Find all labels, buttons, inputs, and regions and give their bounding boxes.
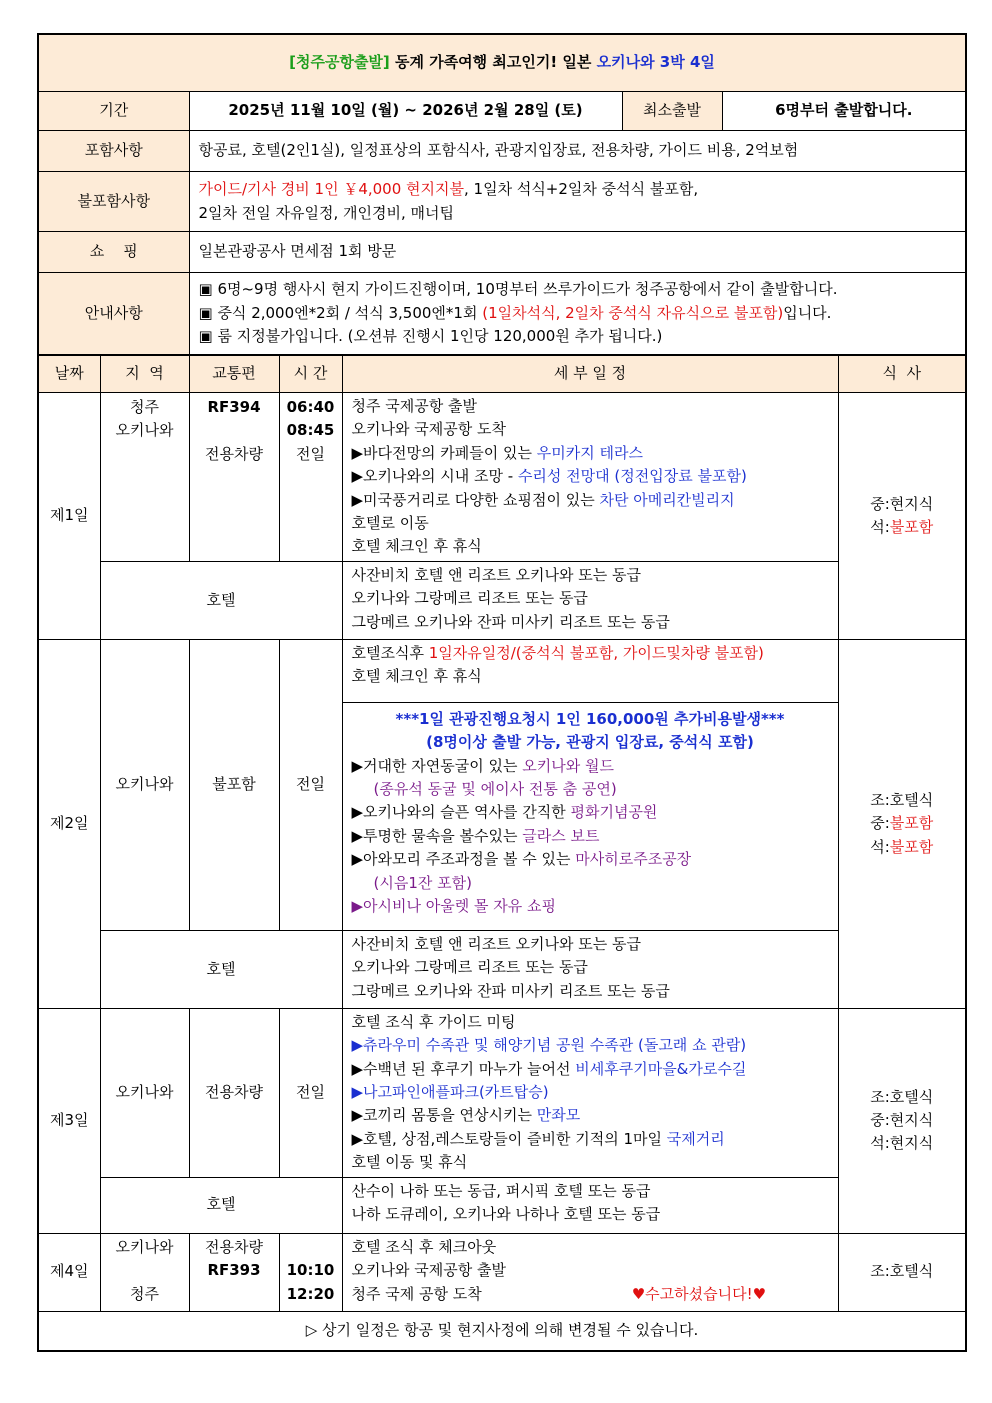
day1-detail: 청주 국제공항 출발 오키나와 국제공항 도착 ▶바다전망의 카페들이 있는 우미카지 테라스 ▶오키나와의 시내 조망 - 수리성 전망대 (정전입장료 불포함) ▶미국풍거리로 다양한 쇼핑점이 있는 차탄 아메리칸빌리지 호텔로 이동 호텔 체크인 후 휴식	[342, 393, 838, 562]
day3-region: 오키나와	[100, 1008, 189, 1177]
excluded-local-fee: 가이드/기사 경비 1인 ￥4,000 현지지불	[198, 180, 464, 199]
day4-region: 오키나와 청주	[100, 1233, 189, 1311]
title-suffix: 오키나와 3박 4일	[596, 53, 715, 72]
day3-meals: 조:호텔식 중:현지식 석:현지식	[838, 1008, 966, 1233]
day1-transport: RF394 전용차량	[189, 393, 279, 562]
day3-detail: 호텔 조식 후 가이드 미팅 ▶츄라우미 수족관 및 해양기념 공원 수족관 (돌고래 쇼 관람) ▶수백년 된 후쿠기 마누가 늘어선 비세후쿠기마을&가로수길 ▶나고파인애플파크(카트탑승) ▶코끼리 몸통을 연상시키는 만좌모 ▶호텔, 상점,레스토랑들이 즐비한 기적의 1마일 국제거리 호텔 이동 및 휴식	[342, 1008, 838, 1177]
day3-row	[38, 1008, 966, 1177]
excluded-meals: , 1일차 석식+2일차 중석식 불포함,	[464, 180, 699, 199]
notice-line-1: ▣ 6명~9명 행사시 현지 가이드진행이며, 10명부터 쓰루가이드가 청주공항에서 같이 출발합니다.	[198, 280, 838, 299]
day3-hotels: 산수이 나하 또는 동급, 퍼시픽 호텔 또는 동급 나하 도큐레이, 오키나와 나하나 호텔 또는 동급	[342, 1177, 838, 1233]
day1-label: 제1일	[38, 393, 100, 640]
notice-line-3: ▣ 룸 지정불가입니다. (오션뷰 진행시 1인당 120,000원 추가 됩니다.)	[198, 327, 663, 346]
thanks-message: ♥수고하셨습니다!♥	[631, 1284, 767, 1303]
info-table	[37, 33, 967, 355]
day2-free-day: 호텔조식후 1일자유일정/(중석식 불포함, 가이드및차량 불포함) 호텔 체크인 후 휴식	[342, 639, 838, 702]
footer-note: ▷ 상기 일정은 항공 및 현지사정에 의해 변경될 수 있습니다.	[38, 1311, 966, 1351]
day1-row	[38, 393, 966, 562]
day1-time: 06:40 08:45 전일	[279, 393, 342, 562]
title-prefix: [청주공항출발]	[289, 53, 390, 72]
min-departure-label: 최소출발	[622, 92, 722, 131]
day3-hotel-label: 호텔	[100, 1177, 342, 1233]
col-detail: 세 부 일 정	[342, 356, 838, 393]
notice-label: 안내사항	[38, 273, 189, 355]
day2-optional-tour: ***1일 관광진행요청시 1인 160,000원 추가비용발생*** (8명이상 출발 가능, 관광지 입장료, 중석식 포함) ▶거대한 자연동굴이 있는 오키나와 월드 (종유석 동굴 및 에이사 전통 춤 공연) ▶오키나와의 슬픈 역사를 간직한 평화기념공원 ▶투명한 물속을 볼수있는 글라스 보트 ▶아와모리 주조과정을 볼 수 있는 마사히로주조공장 (시음1잔 포함) ▶아시비나 아울렛 몰 자유 쇼핑	[342, 702, 838, 930]
day4-transport: 전용차량 RF393	[189, 1233, 279, 1311]
day1-meals: 중:현지식 석:불포함	[838, 393, 966, 640]
col-region: 지 역	[100, 356, 189, 393]
col-day: 날짜	[38, 356, 100, 393]
min-departure-value: 6명부터 출발합니다.	[722, 92, 966, 131]
day4-time: 10:10 12:20	[279, 1233, 342, 1311]
period-label: 기간	[38, 92, 189, 131]
day4-label: 제4일	[38, 1233, 100, 1311]
day3-label: 제3일	[38, 1008, 100, 1233]
included-value: 항공료, 호텔(2인1실), 일정표상의 포함식사, 관광지입장료, 전용차량, 가이드 비용, 2억보험	[189, 131, 966, 172]
notice-line-2: ▣ 중식 2,000엔*2회 / 석식 3,500엔*1회 (1일차석식, 2일차 중석식 자유식으로 불포함)입니다.	[198, 303, 832, 322]
day2-hotel-label: 호텔	[100, 930, 342, 1008]
schedule-table	[37, 355, 967, 1352]
period-value: 2025년 11월 10일 (월) ~ 2026년 2월 28일 (토)	[189, 92, 622, 131]
day2-time: 전일	[279, 639, 342, 930]
day4-detail: 호텔 조식 후 체크아웃 오키나와 국제공항 출발 청주 국제 공항 도착 ♥수고하셨습니다!♥	[342, 1233, 838, 1311]
day1-region: 청주 오키나와	[100, 393, 189, 562]
shopping-label: 쇼 핑	[38, 232, 189, 273]
col-transport: 교통편	[189, 356, 279, 393]
itinerary-sheet	[37, 33, 965, 1352]
day2-region: 오키나와	[100, 639, 189, 930]
excluded-value	[189, 172, 966, 232]
excluded-label: 불포함사항	[38, 172, 189, 232]
shuri-observatory: 수리성 전망대 (정전입장료 불포함)	[517, 467, 747, 486]
day2-hotels: 사잔비치 호텔 앤 리조트 오키나와 또는 동급 오키나와 그랑메르 리조트 또는 동급 그랑메르 오키나와 잔파 미사키 리조트 또는 동급	[342, 930, 838, 1008]
day2-transport: 불포함	[189, 639, 279, 930]
shopping-value: 일본관광공사 면세점 1회 방문	[189, 232, 966, 273]
day2-hotel-row	[38, 930, 966, 1008]
day4-row	[38, 1233, 966, 1311]
col-meal: 식 사	[838, 356, 966, 393]
day3-transport: 전용차량	[189, 1008, 279, 1177]
day2-row	[38, 639, 966, 702]
day1-hotel-label: 호텔	[100, 561, 342, 639]
title-middle: 동계 가족여행 최고인기! 일본	[389, 53, 597, 72]
umikaji-terrace: 우미카지 테라스	[536, 443, 643, 462]
american-village: 차탄 아메리칸빌리지	[599, 490, 735, 509]
day1-hotels: 사잔비치 호텔 앤 리조트 오키나와 또는 동급 오키나와 그랑메르 리조트 또는 동급 그랑메르 오키나와 잔파 미사키 리조트 또는 동급	[342, 561, 838, 639]
day4-meals: 조:호텔식	[838, 1233, 966, 1311]
day3-hotel-row	[38, 1177, 966, 1233]
notice-value	[189, 273, 966, 355]
day1-hotel-row	[38, 561, 966, 639]
page-title	[38, 34, 966, 92]
day2-label: 제2일	[38, 639, 100, 1008]
col-time: 시 간	[279, 356, 342, 393]
day2-meals: 조:호텔식 중:불포함 석:불포함	[838, 639, 966, 1008]
excluded-line2: 2일차 전일 자유일정, 개인경비, 매너팁	[198, 203, 455, 222]
day3-time: 전일	[279, 1008, 342, 1177]
included-label: 포함사항	[38, 131, 189, 172]
